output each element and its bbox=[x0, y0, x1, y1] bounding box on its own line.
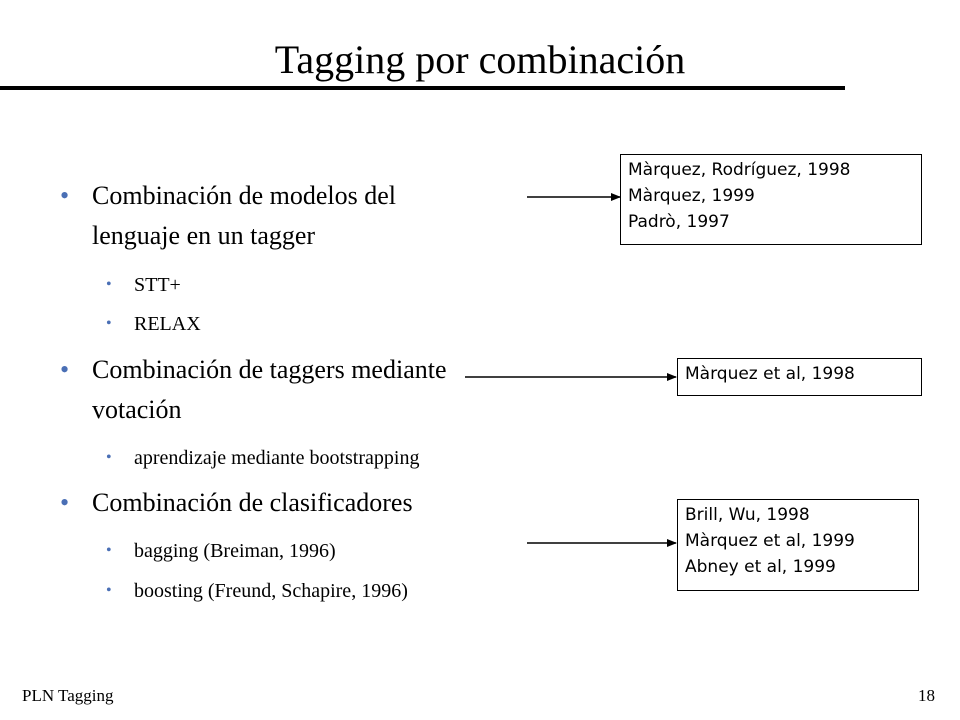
sub-bullet-text: RELAX bbox=[134, 313, 201, 335]
sub-bullet-text: STT+ bbox=[134, 274, 181, 296]
sub-bullet-text: bagging (Breiman, 1996) bbox=[134, 540, 336, 562]
reference-line: Padrò, 1997 bbox=[628, 212, 730, 232]
sub-bullet-marker: • bbox=[106, 542, 112, 559]
reference-line: Màrquez et al, 1998 bbox=[685, 364, 855, 384]
bullet-marker: • bbox=[60, 355, 70, 384]
reference-box-1 bbox=[620, 154, 922, 245]
sub-bullet-marker: • bbox=[106, 276, 112, 293]
bullet-marker: • bbox=[60, 488, 70, 517]
sub-bullet-marker: • bbox=[106, 449, 112, 466]
sub-bullet-text: boosting (Freund, Schapire, 1996) bbox=[134, 580, 408, 602]
reference-line: Màrquez et al, 1999 bbox=[685, 531, 855, 551]
reference-line: Màrquez, Rodríguez, 1998 bbox=[628, 160, 851, 180]
bullet-text-line: votación bbox=[92, 395, 182, 424]
sub-bullet-marker: • bbox=[106, 315, 112, 332]
bullet-text-line: Combinación de modelos del bbox=[92, 181, 397, 210]
bullet-marker: • bbox=[60, 181, 70, 210]
reference-line: Brill, Wu, 1998 bbox=[685, 505, 810, 525]
sub-bullet-text: aprendizaje mediante bootstrapping bbox=[134, 447, 420, 469]
slide-title: Tagging por combinación bbox=[274, 37, 686, 82]
reference-box-3 bbox=[677, 499, 919, 591]
reference-line: Abney et al, 1999 bbox=[685, 557, 836, 577]
reference-box-2 bbox=[677, 358, 922, 396]
bullet-text-line: lenguaje en un tagger bbox=[92, 221, 316, 250]
bullet-text-line: Combinación de clasificadores bbox=[92, 488, 413, 517]
page-number: 18 bbox=[918, 686, 935, 705]
bullet-text-line: Combinación de taggers mediante bbox=[92, 355, 447, 384]
reference-line: Màrquez, 1999 bbox=[628, 186, 755, 206]
sub-bullet-marker: • bbox=[106, 582, 112, 599]
footer-left: PLN Tagging bbox=[22, 686, 114, 705]
